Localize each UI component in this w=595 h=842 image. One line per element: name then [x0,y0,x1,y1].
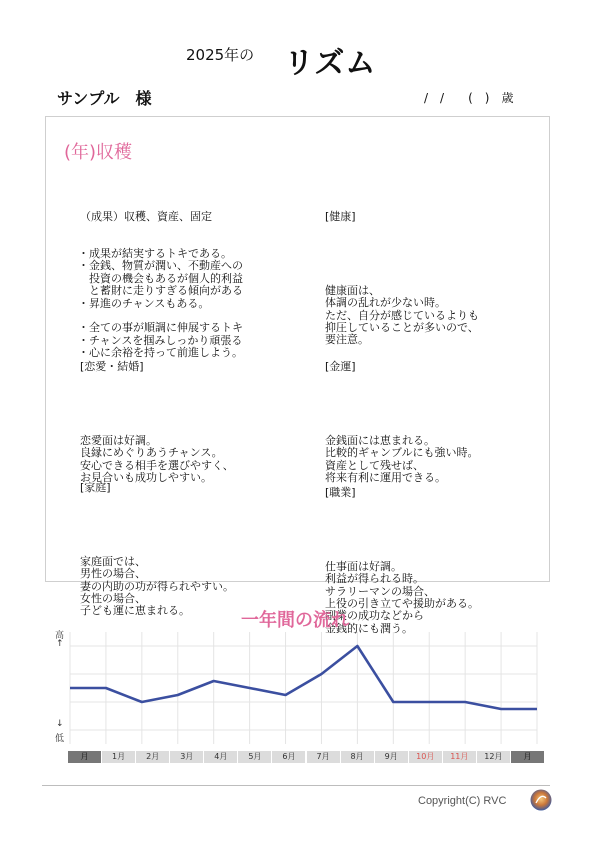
text-line: 抑圧していることが多いので、 [325,321,479,335]
text-line: お見合いも成功しやすい。 [80,471,212,485]
text-line: ・心に余裕を持って前進しよう。 [78,346,243,360]
text-line: 要注意。 [325,333,369,347]
year-label: 2025年の [186,46,255,64]
text-line: 妻の内助の功が得られやすい。 [80,579,234,593]
month-label: 7月 [307,751,340,763]
text-line: 仕事面は好調。 [325,559,402,573]
text-line: 女性の場合、 [80,592,146,606]
axis-high-arrow: ↑ [56,639,64,649]
text-line: 家庭面では、 [80,554,146,568]
month-label: 1月 [102,751,135,763]
text-line: 子ども運に恵まれる。 [80,604,190,618]
text-line: ・成果が結実するトキである。 [78,247,232,261]
copyright-text: Copyright(C) RVC [418,795,507,807]
footer-divider [42,785,550,786]
month-label: 9月 [375,751,408,763]
month-label: 11月 [443,751,476,763]
chart-grid [70,632,537,744]
text-line: 資産として残せば、 [325,458,424,472]
chart-series [70,646,537,709]
month-label: 4月 [204,751,237,763]
family-heading: [家庭] [80,480,111,494]
text-line: 男性の場合、 [80,567,146,581]
birthdate-age-field: / / ( ) 歳 [424,91,514,105]
text-line: 副業の成功などから [325,609,424,623]
intro-heading: （成果）収穫、資産、固定 [80,209,212,223]
axis-low-label: 低 [55,734,65,744]
axis-high-label: 高 [55,631,65,641]
text-line: 安心できる相手を選びやすく、 [80,458,234,472]
text-line: サラリーマンの場合、 [325,584,435,598]
month-label: 10月 [409,751,442,763]
text-line: 投資の機会もあるが個人的利益 [78,271,243,285]
text-line: ただ、自分が感じているよりも [325,308,479,322]
customer-name: サンプル 様 [57,89,152,108]
text-line: ・チャンスを掴みしっかり頑張る [78,333,243,347]
text-line: と蓄財に走りすぎる傾向がある [78,284,243,298]
text-line: 恋愛面は好調。 [80,433,157,447]
month-label: 12月 [477,751,510,763]
text-line: 将来有利に運用できる。 [325,471,446,485]
text-line: ・昇進のチャンスもある。 [78,296,210,310]
text-line: 良縁にめぐりあうチャンス。 [80,446,223,460]
flow-title: 一年間の流れ [241,610,349,631]
text-line: 上役の引き立てや援助がある。 [325,597,479,611]
text-line: ・金銭、物質が潤い、不動産への [78,259,243,273]
month-label: 月 [511,751,544,763]
love-heading: [恋愛・結婚] [80,359,144,373]
text-line: 金銭面には恵まれる。 [325,433,435,447]
money-heading: [金運] [325,359,356,373]
month-label: 5月 [238,751,271,763]
text-line: 比較的ギャンブルにも強い時。 [325,446,479,460]
text-line: ・全ての事が順調に伸展するトキ [78,321,243,335]
rvc-logo [530,789,552,811]
text-line: 金銭的にも潤う。 [325,621,413,635]
page-title: リズム [284,46,377,81]
axis-low-arrow: ↓ [56,719,64,729]
month-label: 6月 [272,751,305,763]
month-label: 8月 [341,751,374,763]
month-label: 2月 [136,751,169,763]
text-line: 健康面は、 [325,283,380,297]
work-heading: [職業] [325,485,356,499]
panel-title: (年)収穫 [64,142,133,163]
text-line: 体調の乱れが少ない時。 [325,296,446,310]
month-label: 3月 [170,751,203,763]
month-label: 月 [68,751,101,763]
text-line: 利益が得られる時。 [325,572,424,586]
health-heading: [健康] [325,209,356,223]
fortune-line [70,646,537,709]
